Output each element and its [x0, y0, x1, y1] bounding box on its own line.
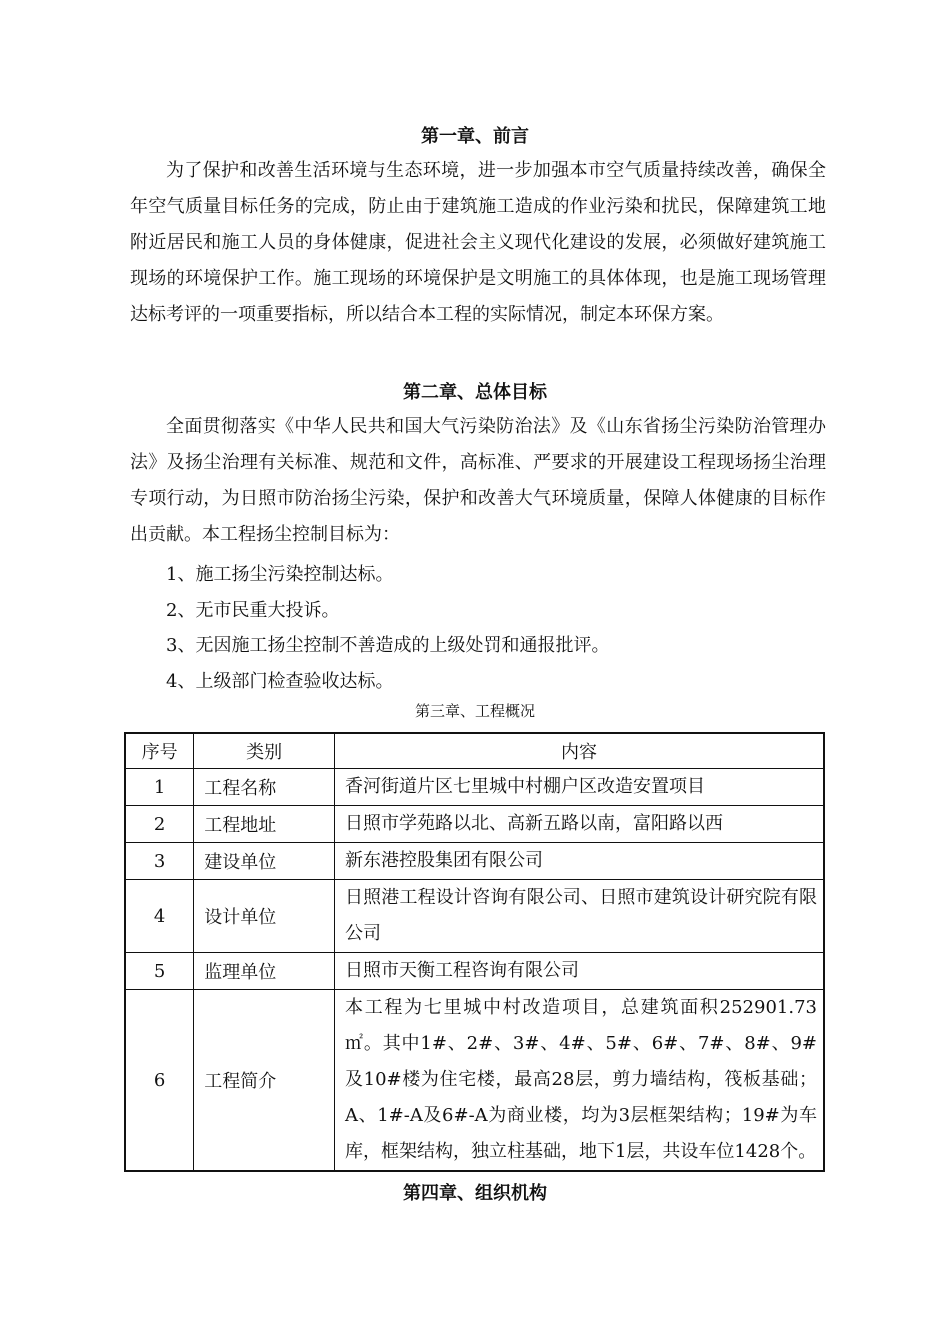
row-category: 监理单位	[194, 953, 335, 990]
row-no: 2	[125, 806, 194, 843]
table-header-row	[125, 733, 824, 769]
row-category: 工程地址	[194, 806, 335, 843]
goal-item: 4、上级部门检查验收达标。	[166, 670, 394, 692]
table-row	[125, 990, 824, 1172]
header-no: 序号	[125, 733, 194, 769]
chapter2-body: 全面贯彻落实《中华人民共和国大气污染防治法》及《山东省扬尘污染防治管理办法》及扬尘治理有关标准、规范和文件，高标准、严要求的开展建设工程现场扬尘治理专项行动，为日照市防治扬尘污染，保护和改善大气环境质量，保障人体健康的目标作出贡献。本工程扬尘控制目标为：	[130, 416, 826, 545]
header-category: 类别	[194, 733, 335, 769]
row-content: 本工程为七里城中村改造项目，总建筑面积252901.73㎡。其中1#、2#、3#、4#、5#、6#、7#、8#、9#及10#楼为住宅楼，最高28层，剪力墙结构，筏板基础；A、1#-A及6#-A为商业楼，均为3层框架结构；19#为车库，框架结构，独立柱基础，地下1层，共设车位1428个。	[334, 990, 824, 1172]
row-no: 5	[125, 953, 194, 990]
table-row	[125, 843, 824, 880]
row-no: 1	[125, 769, 194, 806]
chapter4-title: 第四章、组织机构	[403, 1183, 547, 1204]
row-category: 建设单位	[194, 843, 335, 880]
row-content: 新东港控股集团有限公司	[334, 843, 824, 880]
goal-item: 2、无市民重大投诉。	[166, 599, 340, 621]
row-content: 日照港工程设计咨询有限公司、日照市建筑设计研究院有限公司	[334, 880, 824, 953]
row-content: 日照市天衡工程咨询有限公司	[334, 953, 824, 990]
row-category: 设计单位	[194, 880, 335, 953]
table-row	[125, 880, 824, 953]
goal-item: 1、施工扬尘污染控制达标。	[166, 564, 394, 585]
project-overview-table	[124, 732, 825, 1172]
goal-list	[166, 557, 826, 699]
row-no: 4	[125, 880, 194, 953]
row-no: 3	[125, 843, 194, 880]
row-no: 6	[125, 990, 194, 1172]
row-category: 工程名称	[194, 769, 335, 806]
chapter1-title: 第一章、前言	[421, 126, 529, 147]
chapter2-title: 第二章、总体目标	[403, 382, 547, 403]
chapter3-title: 第三章、工程概况	[414, 702, 535, 720]
chapter1-body: 为了保护和改善生活环境与生态环境，进一步加强本市空气质量持续改善，确保全年空气质量目标任务的完成，防止由于建筑施工造成的作业污染和扰民，保障建筑工地附近居民和施工人员的身体健康，促进社会主义现代化建设的发展，必须做好建筑施工现场的环境保护工作。施工现场的环境保护是文明施工的具体体现，也是施工现场管理达标考评的一项重要指标，所以结合本工程的实际情况，制定本环保方案。	[130, 160, 826, 325]
table-row	[125, 769, 824, 806]
header-content: 内容	[334, 733, 824, 769]
table-row	[125, 806, 824, 843]
goal-item: 3、无因施工扬尘控制不善造成的上级处罚和通报批评。	[166, 635, 610, 656]
table-row	[125, 953, 824, 990]
row-category: 工程简介	[194, 990, 335, 1172]
row-content: 日照市学苑路以北、高新五路以南，富阳路以西	[334, 806, 824, 843]
row-content: 香河街道片区七里城中村棚户区改造安置项目	[334, 769, 824, 806]
